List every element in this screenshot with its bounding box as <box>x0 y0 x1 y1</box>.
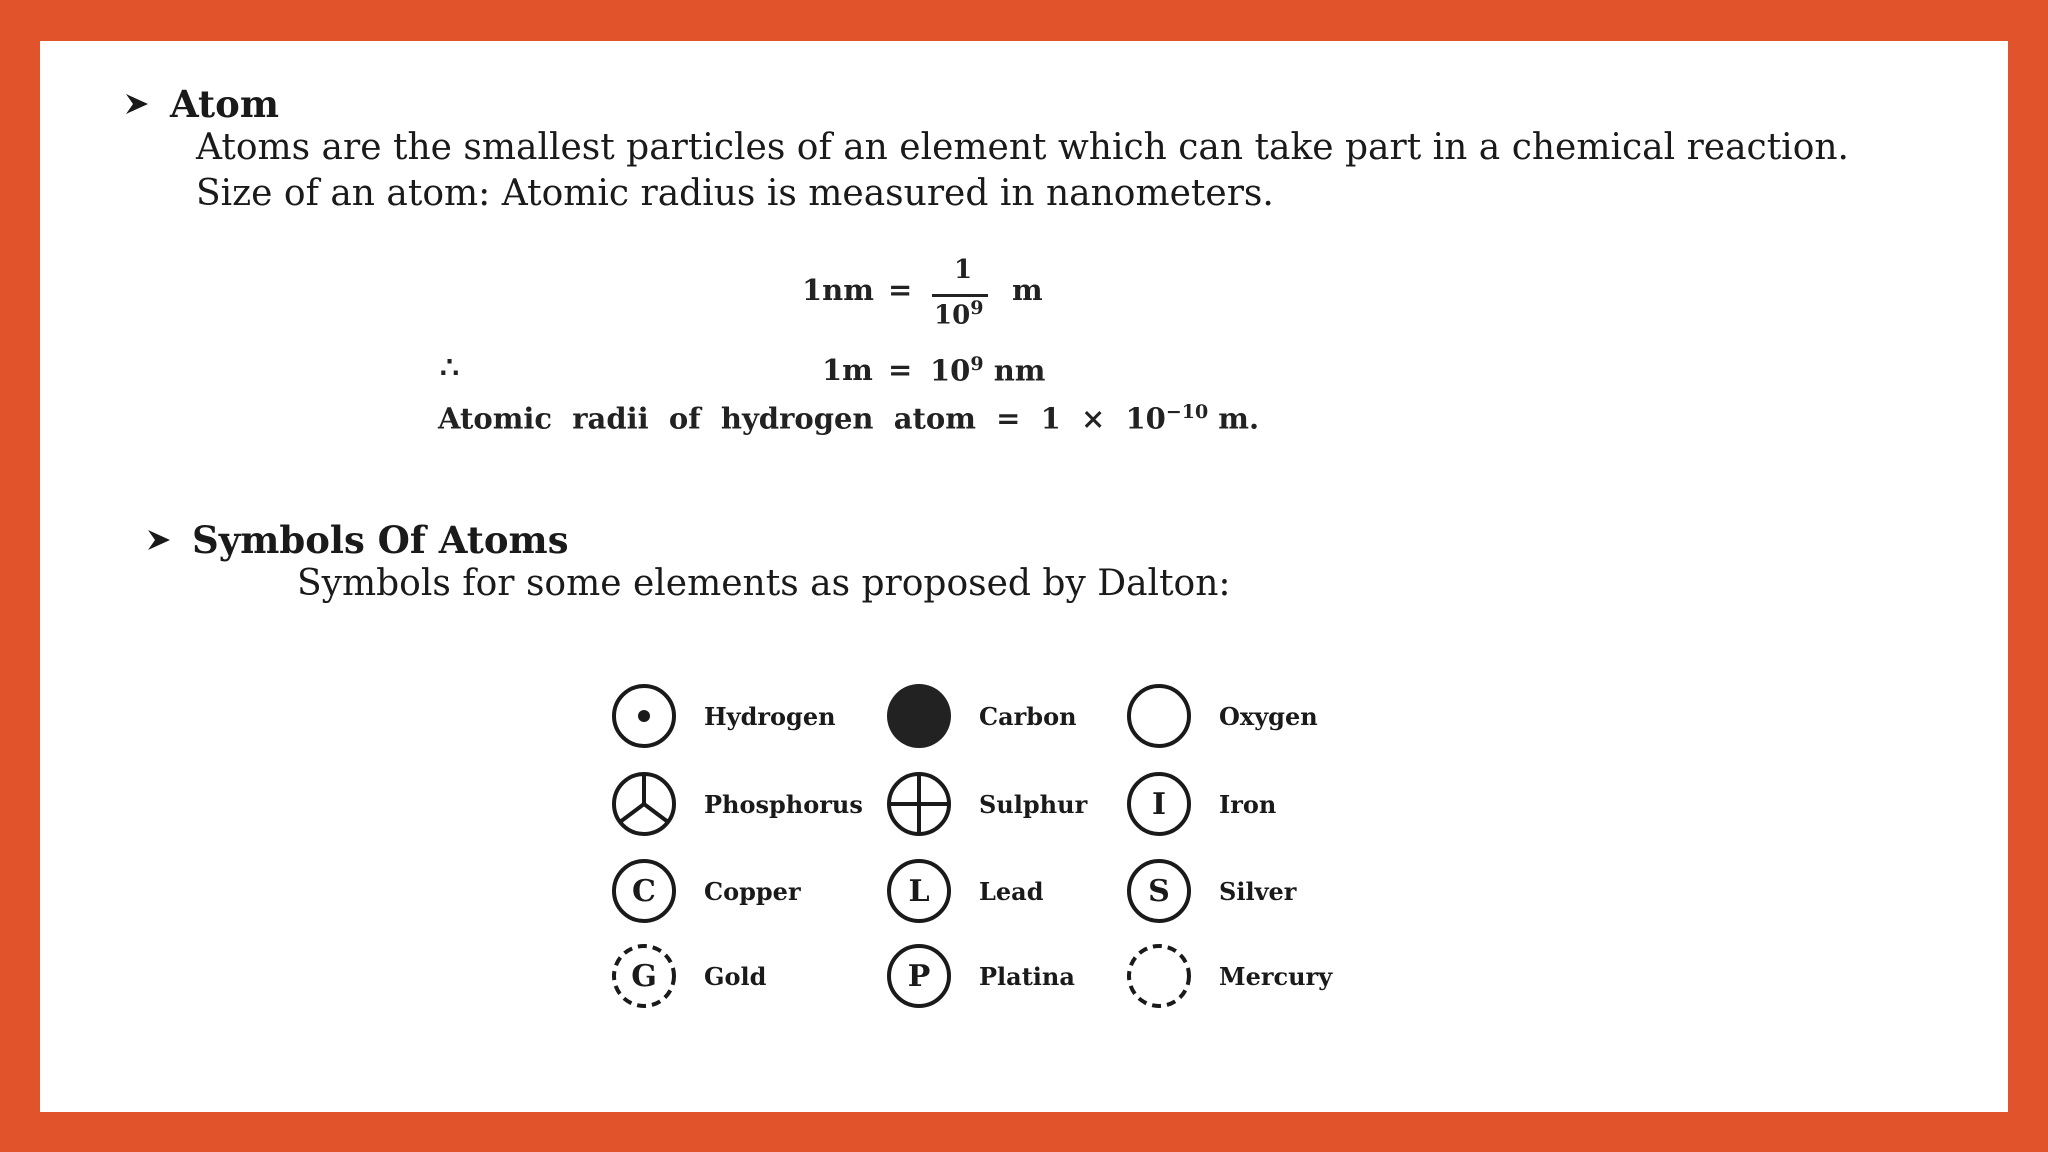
eq1-den-base: 10 <box>934 300 971 331</box>
dalton-symbol-label: Platina <box>979 961 1075 991</box>
letter-g-dotted-circle-icon <box>610 942 678 1010</box>
symbols-heading: Symbols Of Atoms <box>192 518 569 562</box>
eq1-equals: = <box>888 273 913 307</box>
atom-size-text: Size of an atom: Atomic radius is measured in nanometers. <box>196 173 1274 214</box>
equation-block <box>40 41 2008 461</box>
eq1-den-exp: 9 <box>970 297 984 319</box>
cross-circle-icon <box>885 770 953 838</box>
dalton-symbol-phosphorus <box>610 770 863 838</box>
dalton-symbol-label: Mercury <box>1219 961 1333 991</box>
dalton-symbol-gold <box>610 942 766 1010</box>
svg-text:L: L <box>908 874 930 909</box>
symbols-heading-row <box>146 515 569 565</box>
eq1-denominator <box>934 297 983 331</box>
svg-text:P: P <box>907 959 931 994</box>
letter-i-circle-icon <box>1125 770 1193 838</box>
svg-text:I: I <box>1151 787 1167 822</box>
letter-l-circle-icon <box>885 857 953 925</box>
dotted-circle-icon <box>1125 942 1193 1010</box>
letter-p-circle-icon <box>885 942 953 1010</box>
dalton-symbol-label: Hydrogen <box>704 701 836 731</box>
peace-circle-icon <box>610 770 678 838</box>
eq1-numerator: 1 <box>954 255 973 285</box>
dalton-symbol-platina <box>885 942 1075 1010</box>
dalton-symbol-label: Carbon <box>979 701 1077 731</box>
dalton-symbol-copper <box>610 857 801 925</box>
svg-text:G: G <box>631 959 657 994</box>
slide <box>40 41 2008 1112</box>
dalton-symbol-label: Silver <box>1219 876 1297 906</box>
eq1-unit: m <box>1012 273 1043 307</box>
atom-heading: Atom <box>170 82 279 126</box>
dalton-symbol-hydrogen <box>610 682 836 750</box>
eq2-unit: nm <box>993 353 1046 388</box>
eq1-lhs: 1nm <box>802 273 874 307</box>
letter-s-circle-icon <box>1125 857 1193 925</box>
dalton-symbol-label: Iron <box>1219 789 1277 819</box>
dalton-symbol-label: Lead <box>979 876 1044 906</box>
eq3-exp: −10 <box>1165 401 1209 423</box>
eq2-equals: = <box>888 353 913 387</box>
eq2-lhs: 1m <box>822 353 873 387</box>
arrow-bullet-icon <box>146 527 172 553</box>
atom-definition: Atoms are the smallest particles of an element which can take part in a chemical reaction. <box>196 127 1849 168</box>
eq2-base: 10 <box>930 353 971 388</box>
eq3-hydrogen-radius <box>438 401 1259 436</box>
dalton-symbol-label: Gold <box>704 961 767 991</box>
dalton-symbol-sulphur <box>885 770 1087 838</box>
svg-text:S: S <box>1148 874 1170 909</box>
eq2-exp: 9 <box>970 353 984 375</box>
eq3-unit: m. <box>1208 401 1260 436</box>
svg-text:C: C <box>632 874 656 909</box>
dalton-symbol-label: Phosphorus <box>704 789 863 819</box>
eq3-text: Atomic radii of hydrogen atom = 1 × 10 <box>438 401 1166 436</box>
dalton-symbol-label: Copper <box>704 876 801 906</box>
eq2-rhs <box>930 353 1045 388</box>
dalton-symbol-silver <box>1125 857 1296 925</box>
dalton-symbol-oxygen <box>1125 682 1318 750</box>
dalton-symbol-label: Sulphur <box>979 789 1088 819</box>
dalton-symbol-label: Oxygen <box>1219 701 1318 731</box>
dalton-symbol-iron <box>1125 770 1276 838</box>
dalton-symbol-carbon <box>885 682 1077 750</box>
dalton-symbol-mercury <box>1125 942 1332 1010</box>
therefore-symbol: ∴ <box>440 351 460 386</box>
filled-circle-icon <box>885 682 953 750</box>
empty-circle-icon <box>1125 682 1193 750</box>
symbols-description: Symbols for some elements as proposed by Dalton: <box>297 563 1231 604</box>
dot-circle-icon <box>610 682 678 750</box>
dalton-symbol-lead <box>885 857 1043 925</box>
letter-c-circle-icon <box>610 857 678 925</box>
